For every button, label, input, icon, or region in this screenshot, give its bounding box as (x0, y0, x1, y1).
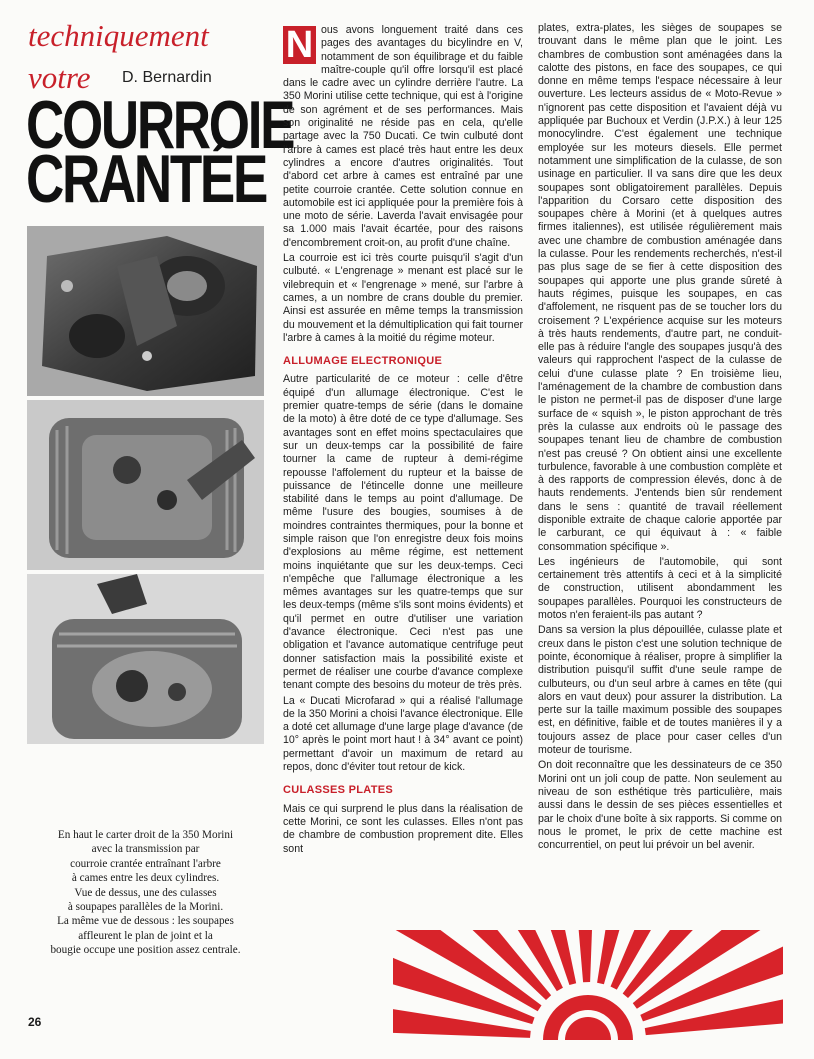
caption-line: courroie crantée entraînant l'arbre (70, 857, 221, 870)
paragraph: On doit reconnaître que les dessinateurs de ce 350 Morini ont un joli coup de patte. Non seulement au niveau de son esthétique très particulière, mais aussi dans le dessin de ses pièces essentielles et par le choix d'une boîte à six rapports. Si comme on nous le promet, le prix de cette machine est concurrentiel, on peut lui prévoir un bel avenir. (538, 759, 782, 852)
paragraph: Autre particularité de ce moteur : celle d'être équipé d'un allumage électronique. C'est le premier quatre-temps de série (dans le domaine de la moto) à être doté de ce type d'allumage. Ses avantages sont en effet moins spectaculaires que sur un deux-temps car la possibilité de faire tourner la came de rupteur à demi-régime repousse l'affolement du rupteur et la baisse de puissance de l'étincelle donne une meilleure stabilité dans le temps au point d'allumage. De même l'usure des bougies, soumises à de moindres contraintes thermiques, pour la bonne et simple raison que l'on enregistre deux fois moins d'explosions au même régime, est nettement moins inquiétante que sur les deux-temps. Ceci n'empêche que l'allumage électronique a les mêmes avantages sur les quatre-temps que sur les deux-temps (même s'ils sont moins évidents) et qu'il permet en outre d'utiliser une variation d'avance électronique. Ceci n'est pas une obligation et l'avance automatique centrifuge peut donner satisfaction mais la possibilité existe et permet de réaliser une courbe d'avance complexe tenant compte des besoins du moteur de très près. (283, 373, 523, 692)
page-number: 26 (28, 1015, 42, 1029)
caption-line: affleurent le plan de joint et la (78, 929, 213, 942)
kicker-line-1: techniquement (28, 18, 209, 53)
headline (26, 87, 294, 217)
author-name: D. Bernardin (122, 69, 212, 86)
caption-line: à cames entre les deux cylindres. (71, 872, 220, 885)
article-column-2 (538, 22, 782, 854)
paragraph: plates, extra-plates, les sièges de soupapes se trouvant dans le même plan que le joint. Les chambres de combustion sont aménagées dans la calotte des pistons, en face des soupapes, ce qui donne en même temps l'espace nécessaire à leur ouverture. Les lecteurs assidus de « Moto-Revue » n'ignorent pas cette disposition et l'avaient déjà vu appliquée par Buchoux et Verdin (J.P.X.) à leur 125 monocylindre. C'est également une technique employée sur les moteurs diesels. Elle permet notamment une simplification de la culasse, de son usinage en particulier. Il va sans dire que les deux soupapes sont obligatoirement parallèles. Depuis l'apparition du Corsaro cette disposition des soupapes chère à Morini (et à quelques autres firmes italiennes), est utilisée régulièrement mais avec une chambre de combustion aménagée dans la culasse. Pour les rendements recherchés, n'est-il pas plus sage de se fier à cette disposition des soupapes qui apporte une plus grande sûreté à hauts régimes, puisque les soupapes, en cas d'affolement, ne risquent pas de se toucher lors du croisement ? L'expérience acquise sur les moteurs à très hauts rendements, d'autre part, ne conduit-elle pas à réduire l'angle des soupapes jusqu'à des valeurs qui rapprochent l'aspect de la culasse de celui d'une culasse plate ? En troisième lieu, l'aménagement de la chambre de combustion dans le piston ne permet-il pas de disposer d'une large surface de « squish », le piston approchant de très près la culasse aux endroits où le passage des soupapes tenant lieu de chambre de combustion n'est pas creusé ? On obtient ainsi une excellente turbulence, favorable à une combustion complète et à des rapports de compression élevés, donc à de hauts rendements. J'entends bien sûr rendement dans le sens : quantité de travail réellement disponible extraite de chaque calorie apportée par le carburant, ce qui équivaut à : « faible consommation spécifique ». (538, 22, 782, 553)
paragraph: La courroie est ici très courte puisqu'il s'agit d'un culbuté. « L'engrenage » menant est placé sur le vilebrequin et « l'engrenage » mené, sur l'arbre à cames, a un nombre de crans double du premier. Ainsi est assurée en même temps la transmission du mouvement et la démultiplication qui fait tourner l'arbre à cames à la moitié du régime moteur. (283, 252, 523, 344)
paragraph: Mais ce qui surprend le plus dans la réalisation de cette Morini, ce sont les culasses. Elles n'ont pas de chambre de combustion proprement dite. Elles sont (283, 802, 523, 855)
caption-line: avec la transmission par (91, 843, 200, 856)
caption-line: bougie occupe une position assez centrale. (50, 944, 241, 957)
paragraph: La « Ducati Microfarad » qui a réalisé l'allumage de la 350 Morini a choisi l'avance électronique. Elle a doté cet allumage d'une large plage d'avance (de 10° après le point mort haut ! à 34° avant ce point) permettant d'avoir un maximum de retard au repos, donc d'éviter tout retour de kick. (283, 694, 523, 774)
article-column-1 (283, 24, 523, 858)
caption-line: En haut le carter droit de la 350 Morini (57, 829, 234, 841)
headline-line-1: COURROIE (26, 87, 294, 163)
headline-line-2: CRANTÉE (26, 141, 266, 217)
paragraph: Les ingénieurs de l'automobile, qui sont certainement très attentifs à ceci et à la simplicité de construction, utilisent abondamment les soupapes parallèles. Pourquoi les constructeurs de motos n'en feraient-ils pas autant ? (538, 555, 782, 622)
caption-line: à soupapes parallèles de la Morini. (67, 901, 224, 914)
intro-text: ous avons longuement traité dans ces pages des avantages du bicylindre en V, notamment de son équilibrage et du faible maître-couple qu'il offre lorsqu'il est placé dans le cadre avec un cylindre derrière l'autre. La 350 Morini utilise cette technique, qui est à l'origine de son agrément et de ses performances. Mais son originalité ne réside pas en cela, qu'elle partage avec la 750 Ducati. Ce twin culbuté dont l'arbre à cames est placé très haut entre les deux cylindres a encore d'autres originalités. Tout d'abord cet arbre à cames est entraîné par une petite courroie crantée. Cette solution connue en automobile est ici appliquée pour la première fois à une moto de série. Laverda l'avait envisagée pour sa 1.000 mais l'avait écartée, pour des raisons d'encombrement croit-on, au profit d'une chaîne. (283, 24, 523, 249)
cylinder-head-top-photo (27, 400, 264, 570)
sun-ray (393, 930, 535, 1024)
subheading-allumage: ALLUMAGE ELECTRONIQUE (283, 355, 443, 368)
subheading-culasses: CULASSES PLATES (283, 784, 394, 797)
kicker-line-2: votre (28, 60, 91, 95)
cylinder-head-bottom-photo (27, 574, 264, 744)
paragraph-intro (283, 24, 523, 250)
caption-line: La même vue de dessous : les soupapes (57, 915, 234, 928)
crankcase-photo (27, 226, 264, 396)
photo-caption (27, 828, 264, 958)
paragraph: Dans sa version la plus dépouillée, culasse plate et creux dans le piston c'est une solution technique de pointe, économique à réaliser, propre à simplifier la distribution puisqu'il suffit d'une seule rampe de culbuteurs, ou d'un seul arbre à cames en tête (qui alors en vaut deux) pour assurer la distribution. La perte sur la taille maximum possible des soupapes est, en définitive, faible et de toutes manières il y a toujours assez de place pour caser celles d'un moteur de tourisme. (538, 624, 782, 757)
drop-cap: N (283, 26, 316, 64)
rising-sun-emblem (393, 930, 783, 1040)
caption-line: Vue de dessus, une des culasses (74, 886, 217, 899)
photo-column (27, 226, 264, 748)
